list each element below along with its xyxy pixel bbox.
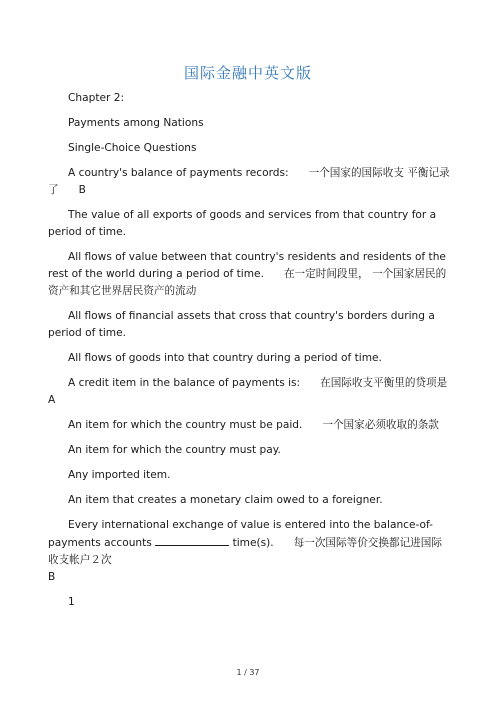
- question-1-answer: B: [78, 184, 86, 196]
- question-1-option-d: All flows of goods into that country during a period of time.: [68, 352, 382, 364]
- question-3-text: Every international exchange of value is entered into the balance-of-payments accounts: [48, 519, 433, 549]
- question-2-option-b: An item for which the country must pay.: [68, 444, 281, 456]
- question-2-translation: 在国际收支平衡里的贷项是: [320, 377, 448, 389]
- question-3: [48, 517, 450, 586]
- question-2-option-a-translation: 一个国家必须收取的条款: [322, 419, 439, 431]
- question-3-answer: B: [48, 571, 56, 583]
- document-body: [48, 90, 450, 619]
- question-1-option-c: All flows of financial assets that cross that country's borders during a period of time.: [48, 310, 435, 339]
- question-2-text: A credit item in the balance of payments is:: [68, 377, 301, 389]
- question-1-option-a: The value of all exports of goods and services from that country for a period of time.: [48, 209, 437, 238]
- answer-blank: [155, 534, 229, 546]
- question-3-translation: 每一次国际等价交换都记进国际收支帐户２次: [48, 537, 442, 566]
- question-2: [48, 375, 450, 409]
- page-number: 1 / 37: [236, 668, 260, 677]
- question-type: Single-Choice Questions: [68, 142, 197, 154]
- document-title: 国际金融中英文版: [183, 64, 312, 82]
- question-2-option-c: Any imported item.: [68, 469, 171, 481]
- question-2-option-a: [48, 417, 450, 434]
- question-2-option-d: An item that creates a monetary claim owed to a foreigner.: [68, 494, 383, 506]
- question-1-translation: 一个国家的国际收支 平衡记录了: [48, 167, 450, 196]
- question-1-option-b: [48, 249, 450, 300]
- question-3-text-end: time(s).: [232, 537, 274, 549]
- question-1-option-b-translation: 在一定时间段里， 一个国家居民的资产和其它世界居民资产的流动: [48, 268, 447, 297]
- question-1-text: A country's balance of payments records:: [68, 167, 289, 179]
- question-1-option-b-text: All flows of value between that country's residents and residents of the rest of the world during a period of time.: [48, 251, 446, 280]
- question-2-answer: A: [48, 394, 56, 406]
- question-1: [48, 165, 450, 199]
- question-3-option-a: 1: [68, 596, 75, 608]
- chapter-heading: Chapter 2:: [68, 92, 125, 104]
- question-2-option-a-text: An item for which the country must be paid.: [68, 419, 303, 431]
- section-heading: Payments among Nations: [68, 117, 204, 129]
